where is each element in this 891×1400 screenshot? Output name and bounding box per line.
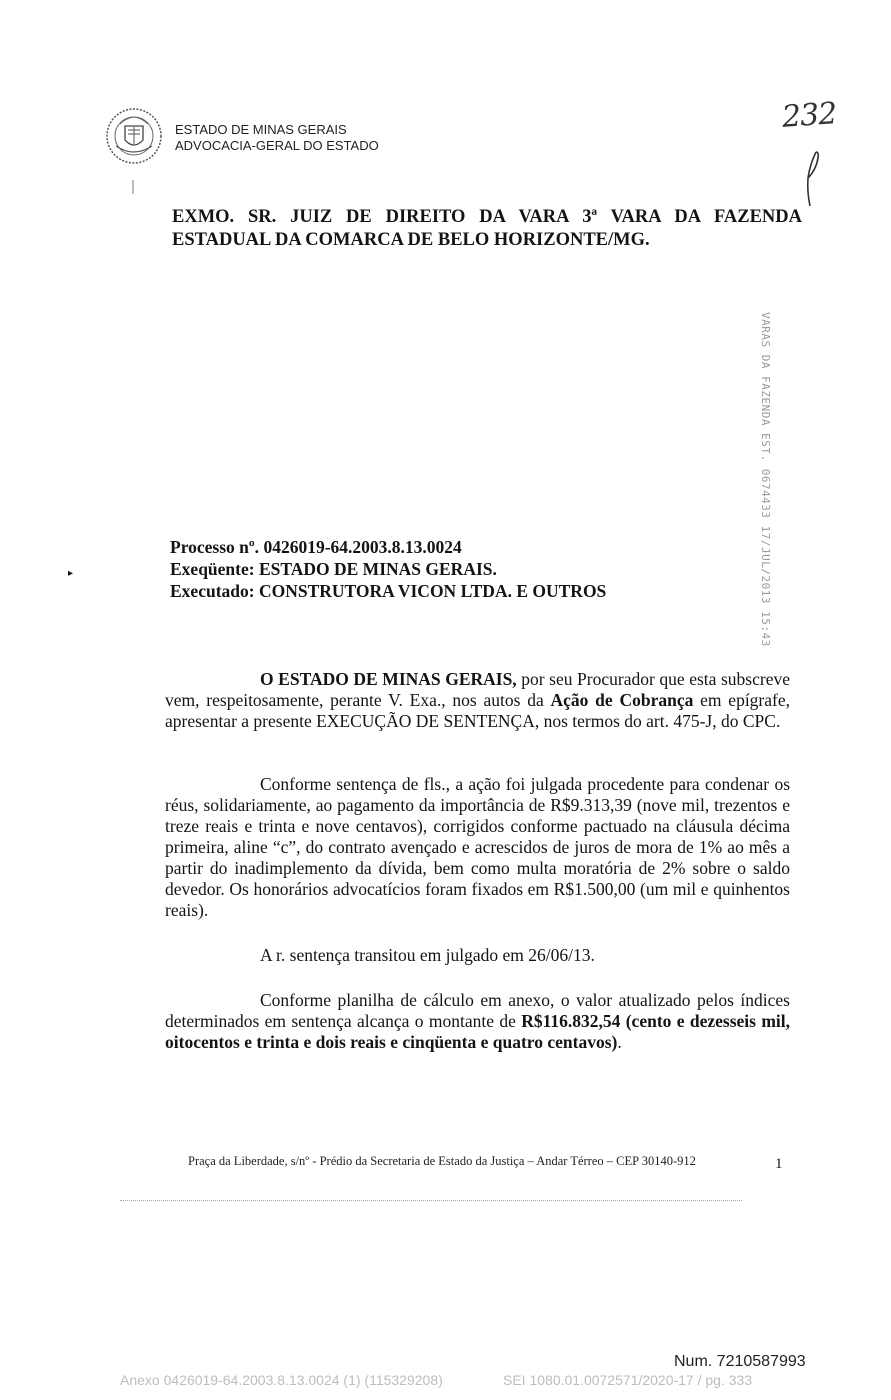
executado-value: CONSTRUTORA VICON LTDA. E OUTROS (258, 581, 607, 601)
addressee-line-1: EXMO. SR. JUIZ DE DIREITO DA VARA 3ª VARA DA FAZENDA (172, 207, 802, 227)
sei-watermark: SEI 1080.01.0072571/2020-17 / pg. 333 (503, 1372, 753, 1388)
annex-watermark: Anexo 0426019-64.2003.8.13.0024 (1) (115329208) (120, 1372, 443, 1388)
p1-lead: O ESTADO DE MINAS GERAIS, (260, 669, 517, 689)
receipt-stamp-text: VARAS DA FAZENDA EST. 0674433 17/JUL/2013 15:43 (759, 312, 772, 647)
handwritten-page-number: 232 (780, 96, 838, 135)
exequente-value: ESTADO DE MINAS GERAIS. (258, 559, 497, 579)
executado-label: Executado: (170, 581, 255, 601)
paragraph-4 (165, 990, 790, 1053)
footer-divider (120, 1200, 742, 1201)
footer-address: Praça da Liberdade, s/nº - Prédio da Secretaria de Estado da Justiça – Andar Térreo – CEP 30140-912 (188, 1154, 696, 1168)
addressee (172, 206, 802, 252)
document-number: Num. 7210587993 (674, 1353, 806, 1370)
processo-value: 0426019-64.2003.8.13.0024 (263, 537, 462, 557)
p4-text-c: . (617, 1032, 622, 1052)
p4-bold-b: R$116.832,54 (cento e dezesseis mil, oitocentos e trinta e dois reais e cinqüenta e quatro centavos) (165, 1011, 790, 1052)
p1-text-c: em epígrafe, apresentar a presente EXECUÇÃO DE SENTENÇA, nos termos do art. 475-J, do CPC. (165, 690, 790, 731)
paragraph-1 (165, 669, 790, 732)
case-info (170, 536, 606, 602)
p4-text-a: Conforme planilha de cálculo em anexo, o valor atualizado pelos índices determinados em sentença alcança o montante de (165, 990, 790, 1031)
handwritten-rubric-icon (796, 148, 832, 212)
margin-mark (132, 180, 134, 194)
letterhead (175, 122, 379, 154)
processo-line (170, 536, 606, 558)
executado-line (170, 580, 606, 602)
margin-bullet: ▸ (68, 568, 74, 579)
p1-text-a: por seu Procurador que esta subscreve vem, respeitosamente, perante V. Exa., nos autos da (165, 669, 790, 710)
receipt-stamp (759, 312, 790, 647)
paragraph-3: A r. sentença transitou em julgado em 26/06/13. (260, 945, 595, 965)
page-number: 1 (775, 1156, 783, 1172)
coat-of-arms-icon (104, 106, 164, 166)
state-name: ESTADO DE MINAS GERAIS (175, 122, 347, 137)
processo-label: Processo nº. (170, 537, 260, 557)
p1-bold-b: Ação de Cobrança (550, 690, 694, 710)
exequente-label: Exeqüente: (170, 559, 255, 579)
paragraph-2: Conforme sentença de fls., a ação foi julgada procedente para condenar os réus, solidariamente, ao pagamento da importância de R$9.313,39 (nove mil, trezentos e treze reais e trinta e nove centavos), corrigidos conforme pactuado na cláusula décima primeira, aline “c”, do contrato avençado e acrescidos de juros de mora de 1% ao mês a partir do inadimplemento da dívida, bem como multa moratória de 2% sobre o saldo devedor. Os honorários advocatícios foram fixados em R$1.500,00 (um mil e quinhentos reais). (165, 774, 790, 920)
addressee-line-2: ESTADUAL DA COMARCA DE BELO HORIZONTE/MG. (172, 230, 650, 250)
exequente-line (170, 558, 606, 580)
agency-name: ADVOCACIA-GERAL DO ESTADO (175, 138, 379, 153)
